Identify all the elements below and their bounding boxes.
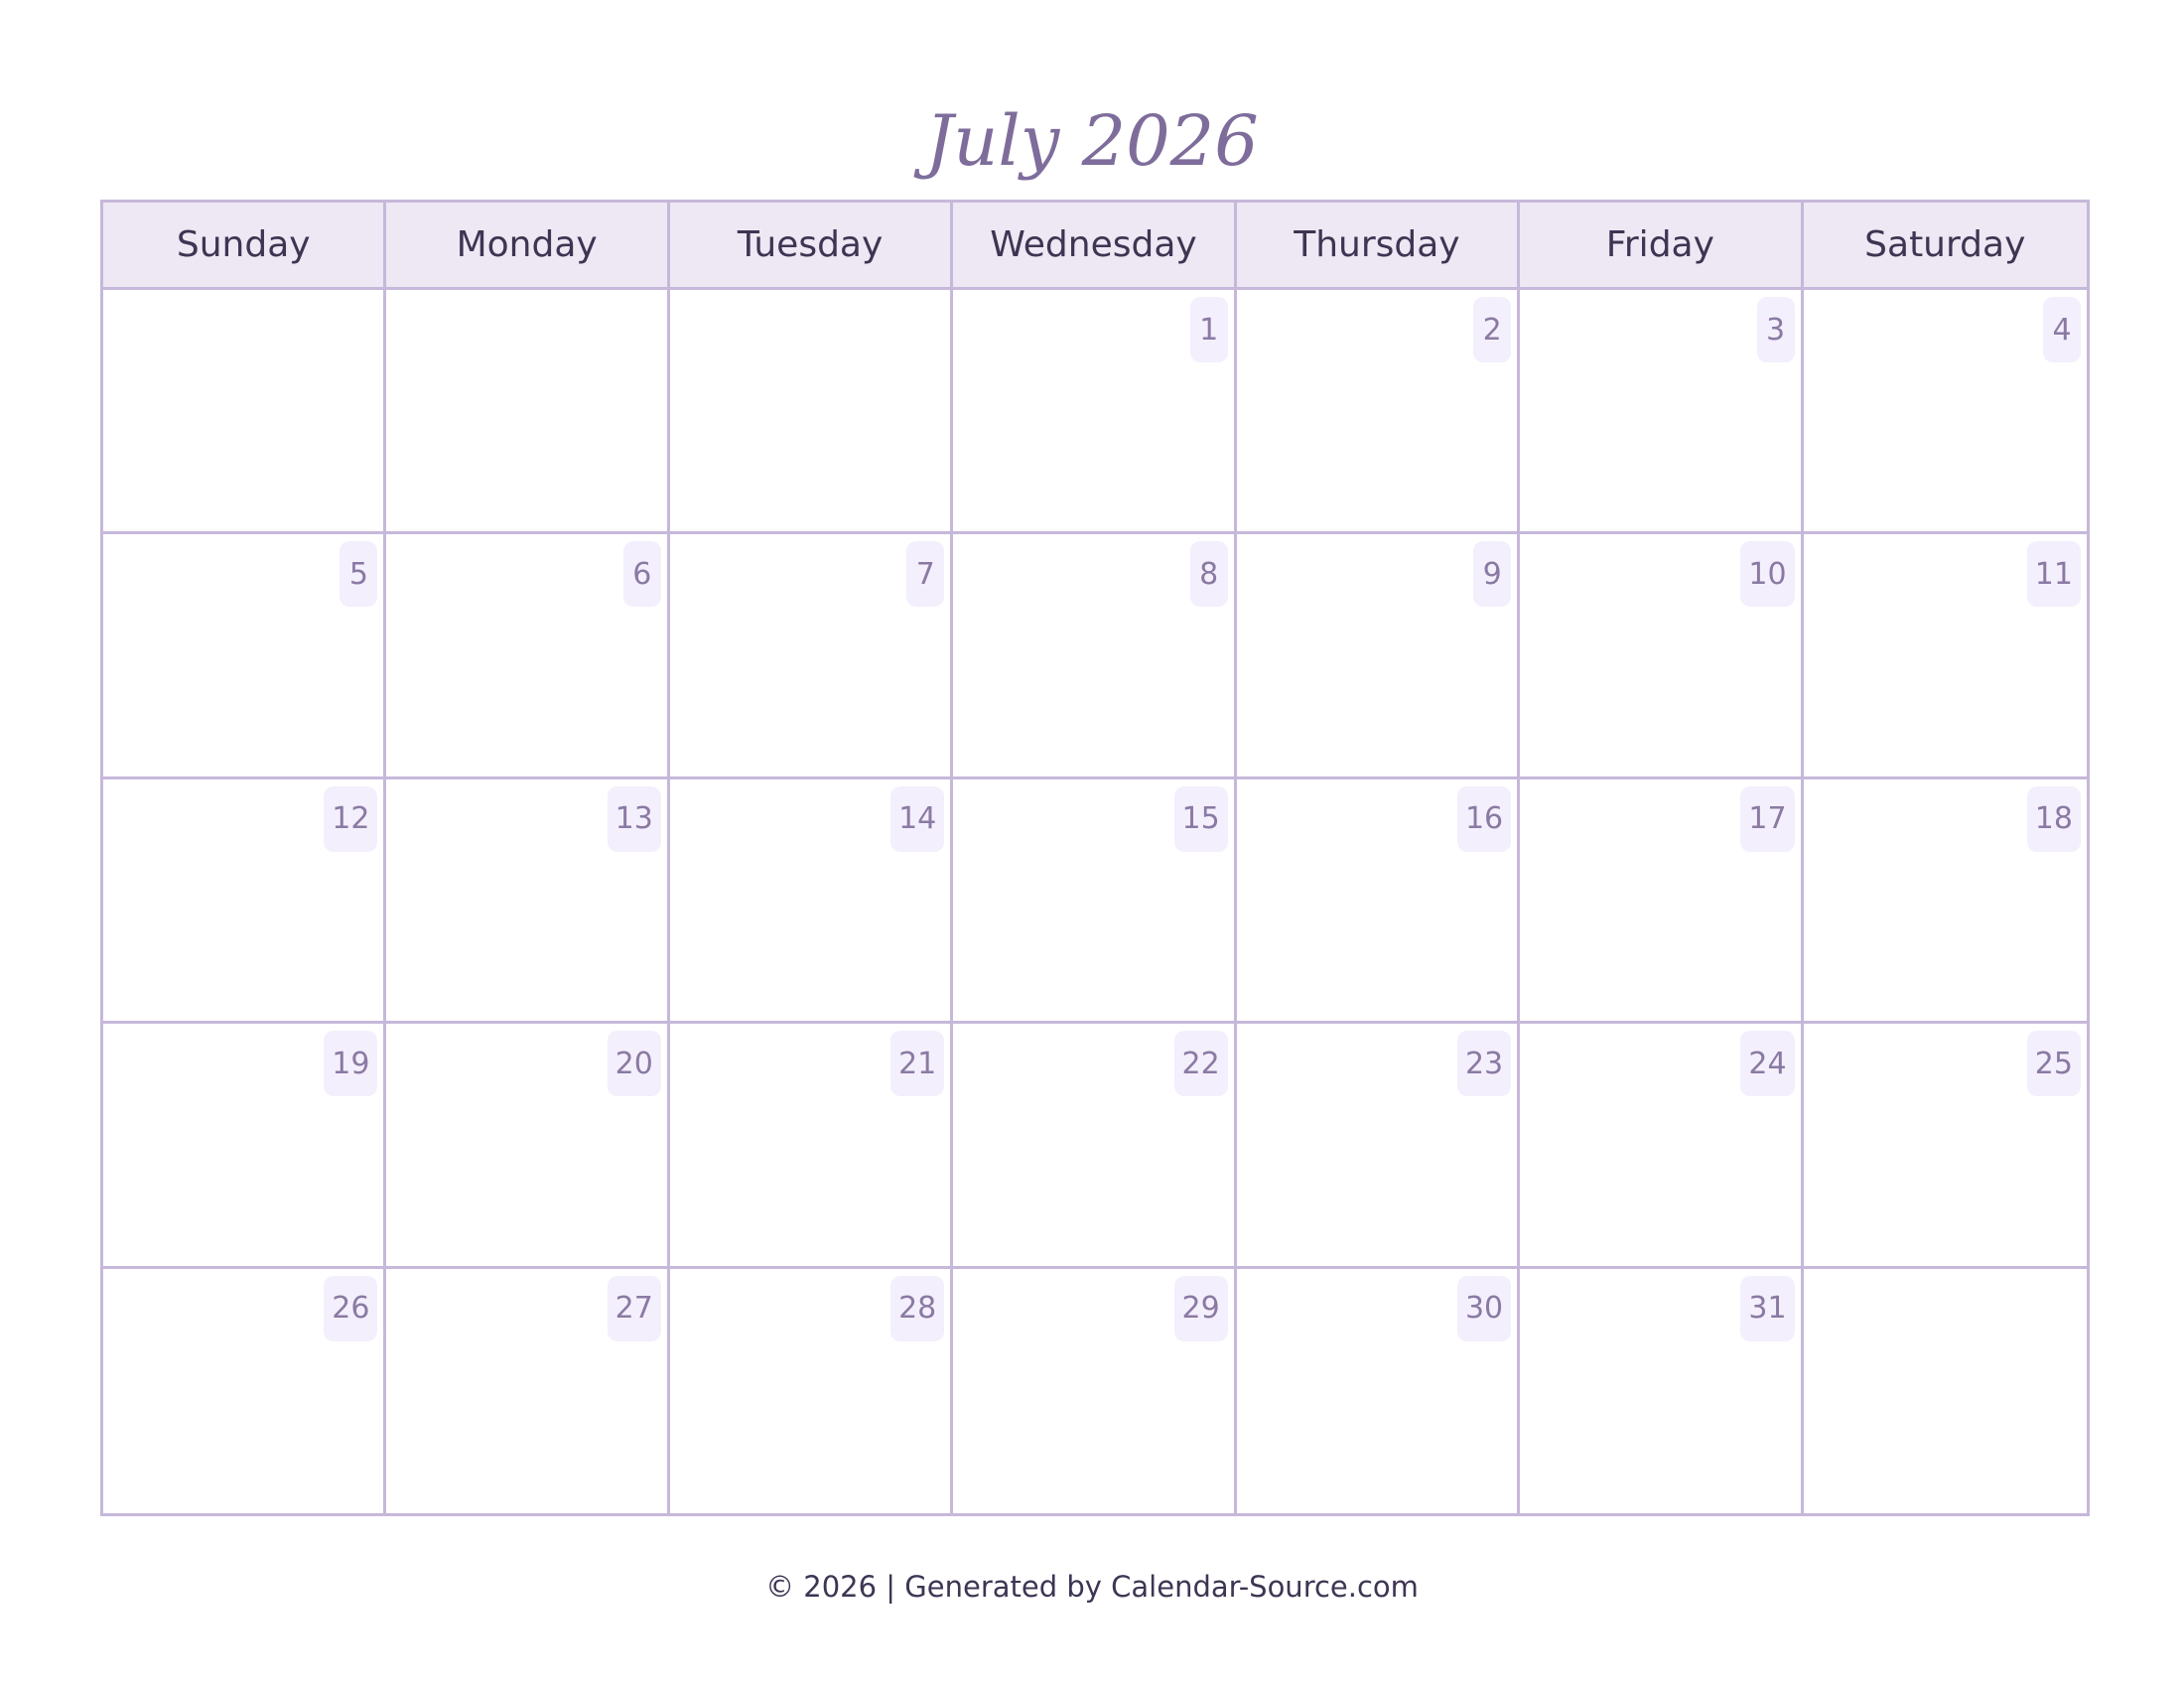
- day-cell: [953, 1024, 1236, 1268]
- day-cell: [103, 290, 386, 534]
- day-cell: [670, 779, 953, 1024]
- day-number: 16: [1457, 786, 1511, 852]
- day-cell: [1237, 779, 1520, 1024]
- day-cell: [103, 1269, 386, 1513]
- day-number: 13: [608, 786, 661, 852]
- day-number: 1: [1190, 297, 1228, 362]
- day-number: 29: [1174, 1276, 1228, 1341]
- day-cell: [386, 290, 669, 534]
- weekday-header-sunday: Sunday: [103, 203, 386, 290]
- day-number: 15: [1174, 786, 1228, 852]
- day-cell: [1520, 1024, 1803, 1268]
- day-cell: [386, 534, 669, 778]
- day-cell: [953, 1269, 1236, 1513]
- day-number: 21: [890, 1031, 944, 1096]
- day-number: 8: [1190, 541, 1228, 607]
- day-number: 30: [1457, 1276, 1511, 1341]
- day-cell: [1237, 1024, 1520, 1268]
- day-cell: [670, 1024, 953, 1268]
- weekday-header-wednesday: Wednesday: [953, 203, 1236, 290]
- day-number: 6: [623, 541, 661, 607]
- day-cell: [1804, 1024, 2087, 1268]
- day-number: 24: [1740, 1031, 1794, 1096]
- day-cell: [953, 534, 1236, 778]
- weekday-header-friday: Friday: [1520, 203, 1803, 290]
- calendar-grid: [100, 200, 2090, 1516]
- day-cell: [1237, 290, 1520, 534]
- day-number: 26: [324, 1276, 377, 1341]
- day-cell: [1237, 534, 1520, 778]
- weekday-header-tuesday: Tuesday: [670, 203, 953, 290]
- day-cell: [1237, 1269, 1520, 1513]
- day-number: 27: [608, 1276, 661, 1341]
- day-number: 10: [1740, 541, 1794, 607]
- day-cell: [1520, 534, 1803, 778]
- weekday-header-saturday: Saturday: [1804, 203, 2087, 290]
- day-number: 25: [2027, 1031, 2081, 1096]
- footer-credit: © 2026 | Generated by Calendar-Source.com: [765, 1570, 1419, 1604]
- day-number: 14: [890, 786, 944, 852]
- day-number: 23: [1457, 1031, 1511, 1096]
- day-cell: [1804, 1269, 2087, 1513]
- day-number: 5: [340, 541, 377, 607]
- day-cell: [1520, 779, 1803, 1024]
- day-number: 19: [324, 1031, 377, 1096]
- day-number: 9: [1473, 541, 1511, 607]
- day-number: 4: [2043, 297, 2081, 362]
- day-cell: [103, 779, 386, 1024]
- day-cell: [670, 534, 953, 778]
- day-number: 31: [1740, 1276, 1794, 1341]
- day-number: 18: [2027, 786, 2081, 852]
- day-cell: [670, 1269, 953, 1513]
- day-cell: [1520, 1269, 1803, 1513]
- day-cell: [953, 779, 1236, 1024]
- day-number: 22: [1174, 1031, 1228, 1096]
- day-cell: [386, 1024, 669, 1268]
- day-cell: [1520, 290, 1803, 534]
- day-cell: [1804, 779, 2087, 1024]
- day-number: 3: [1757, 297, 1795, 362]
- day-number: 28: [890, 1276, 944, 1341]
- calendar-title: July 2026: [925, 100, 1259, 182]
- day-cell: [1804, 290, 2087, 534]
- day-cell: [1804, 534, 2087, 778]
- day-number: 11: [2027, 541, 2081, 607]
- day-number: 7: [906, 541, 944, 607]
- day-number: 20: [608, 1031, 661, 1096]
- day-cell: [103, 534, 386, 778]
- day-cell: [386, 779, 669, 1024]
- day-number: 2: [1473, 297, 1511, 362]
- weekday-header-thursday: Thursday: [1237, 203, 1520, 290]
- day-cell: [953, 290, 1236, 534]
- day-number: 17: [1740, 786, 1794, 852]
- weekday-header-monday: Monday: [386, 203, 669, 290]
- day-number: 12: [324, 786, 377, 852]
- day-cell: [103, 1024, 386, 1268]
- day-cell: [670, 290, 953, 534]
- day-cell: [386, 1269, 669, 1513]
